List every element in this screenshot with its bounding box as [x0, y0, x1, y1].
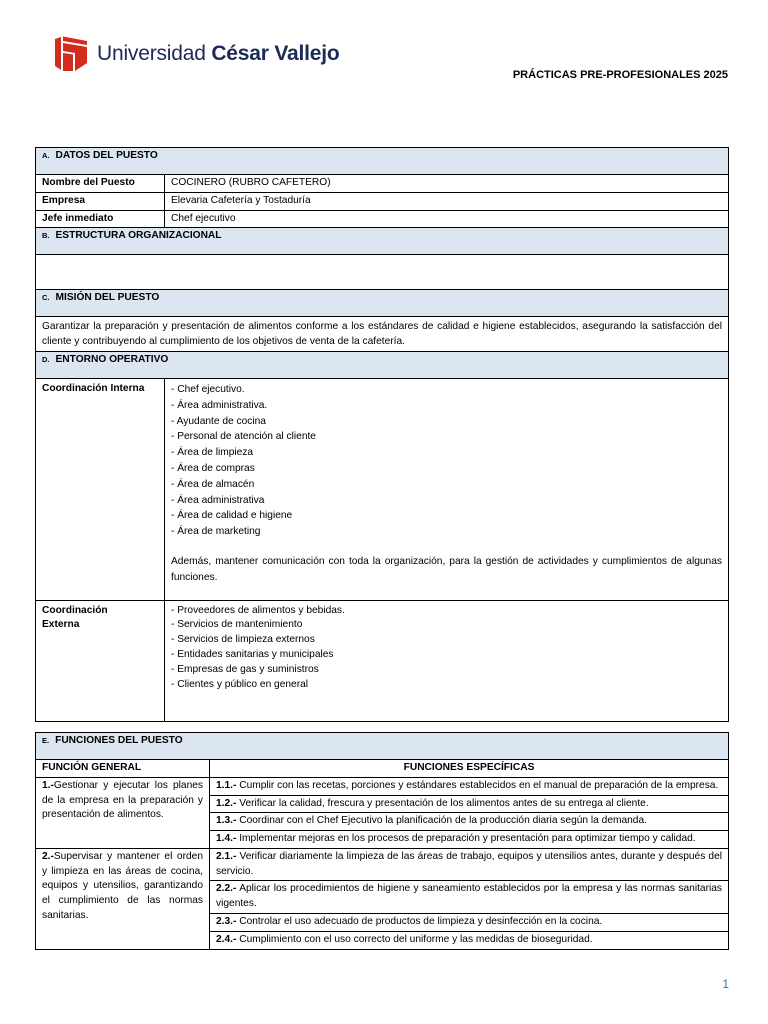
- list-item: - Área de limpieza: [171, 447, 254, 459]
- table-row: [36, 848, 729, 881]
- university-logo: [54, 36, 339, 72]
- list-item: - Clientes y público en general: [171, 678, 309, 690]
- list-item: - Área de compras: [171, 462, 255, 474]
- list-item: - Chef ejecutivo.: [171, 383, 245, 395]
- internal-coordination-note: Además, mantener comunicación con toda la organización, para la gestión de actividades y cumplimientos de algunas funciones.: [171, 556, 722, 583]
- job-functions-table: [35, 732, 729, 950]
- table-row: [36, 210, 729, 228]
- general-function-2: 2.-Supervisar y mantener el orden y limpieza en las áreas de cocina, equipos y utensilios, garantizando el cumplimiento de las normas sanitarias.: [36, 848, 210, 949]
- university-name: Universidad César Vallejo: [97, 42, 340, 65]
- org-structure-area: [36, 255, 729, 290]
- list-item: - Servicios de limpieza externos: [171, 634, 315, 646]
- section-a-header: A. DATOS DEL PUESTO: [36, 148, 729, 175]
- external-coordination-row: [36, 600, 729, 721]
- specific-function-1-2: 1.2.- Verificar la calidad, frescura y presentación de los alimentos antes de su entrega al cliente.: [210, 795, 729, 813]
- specific-function-2-3: 2.3.- Controlar el uso adecuado de productos de limpieza y desinfección en la cocina.: [210, 914, 729, 932]
- specific-function-2-1: 2.1.- Verificar diariamente la limpieza de las áreas de trabajo, equipos y utensilios antes, durante y después del servicio.: [210, 848, 729, 881]
- job-profile-table: [35, 147, 729, 722]
- specific-functions-header: FUNCIONES ESPECÍFICAS: [210, 760, 729, 778]
- section-c-header: C. MISIÓN DEL PUESTO: [36, 290, 729, 317]
- list-item: - Personal de atención al cliente: [171, 431, 316, 443]
- list-item: - Ayudante de cocina: [171, 415, 266, 427]
- table-row: [36, 777, 729, 795]
- table-row: [36, 175, 729, 193]
- section-d-header: D. ENTORNO OPERATIVO: [36, 351, 729, 378]
- list-item: - Área administrativa: [171, 494, 265, 506]
- document-title: PRÁCTICAS PRE-PROFESIONALES 2025: [512, 69, 728, 81]
- list-item: - Servicios de mantenimiento: [171, 619, 303, 631]
- list-item: - Empresas de gas y suministros: [171, 663, 319, 675]
- specific-function-1-1: 1.1.- Cumplir con las recetas, porciones y estándares establecidos en el manual de preparación de la empresa.: [210, 777, 729, 795]
- page-number: 1: [722, 977, 729, 991]
- list-item: - Entidades sanitarias y municipales: [171, 649, 334, 660]
- list-item: - Área administrativa.: [171, 399, 268, 411]
- supervisor-label: Jefe inmediato: [36, 210, 165, 228]
- internal-coordination-row: [36, 378, 729, 600]
- external-coordination-label: Coordinación Externa: [36, 600, 165, 721]
- general-function-1: 1.-Gestionar y ejecutar los planes de la empresa en la preparación y presentación de alimentos.: [36, 777, 210, 848]
- external-coordination-list: [165, 600, 729, 721]
- ucv-emblem-icon: [54, 36, 88, 72]
- list-item: - Área de almacén: [171, 478, 255, 490]
- company-value: Elevaria Cafetería y Tostaduría: [165, 192, 729, 210]
- internal-coordination-label: Coordinación Interna: [36, 378, 165, 600]
- mission-text: Garantizar la preparación y presentación de alimentos conforme a los estándares de calidad e higiene establecidos, asegurando la satisfacción del cliente y contribuyendo al cumplimiento de los objetivos de venta de la cafetería.: [36, 317, 729, 352]
- general-function-header: FUNCIÓN GENERAL: [36, 760, 210, 778]
- internal-coordination-list: [165, 378, 729, 600]
- list-item: - Proveedores de alimentos y bebidas.: [171, 604, 345, 616]
- specific-function-1-3: 1.3.- Coordinar con el Chef Ejecutivo la planificación de la producción diaria según la demanda.: [210, 813, 729, 831]
- job-name-value: COCINERO (RUBRO CAFETERO): [165, 175, 729, 193]
- list-item: - Área de marketing: [171, 526, 261, 538]
- section-e-header: E. FUNCIONES DEL PUESTO: [36, 733, 729, 760]
- specific-function-2-2: 2.2.- Aplicar los procedimientos de higiene y saneamiento establecidos por la empresa y las normas sanitarias vigentes.: [210, 881, 729, 914]
- specific-function-1-4: 1.4.- Implementar mejoras en los procesos de preparación y presentación para optimizar tiempo y calidad.: [210, 831, 729, 849]
- company-label: Empresa: [36, 192, 165, 210]
- table-row: [36, 192, 729, 210]
- list-item: - Área de calidad e higiene: [171, 510, 293, 522]
- specific-function-2-4: 2.4.- Cumplimiento con el uso correcto del uniforme y las medidas de bioseguridad.: [210, 931, 729, 949]
- job-name-label: Nombre del Puesto: [36, 175, 165, 193]
- supervisor-value: Chef ejecutivo: [165, 210, 729, 228]
- section-b-header: B. ESTRUCTURA ORGANIZACIONAL: [36, 228, 729, 255]
